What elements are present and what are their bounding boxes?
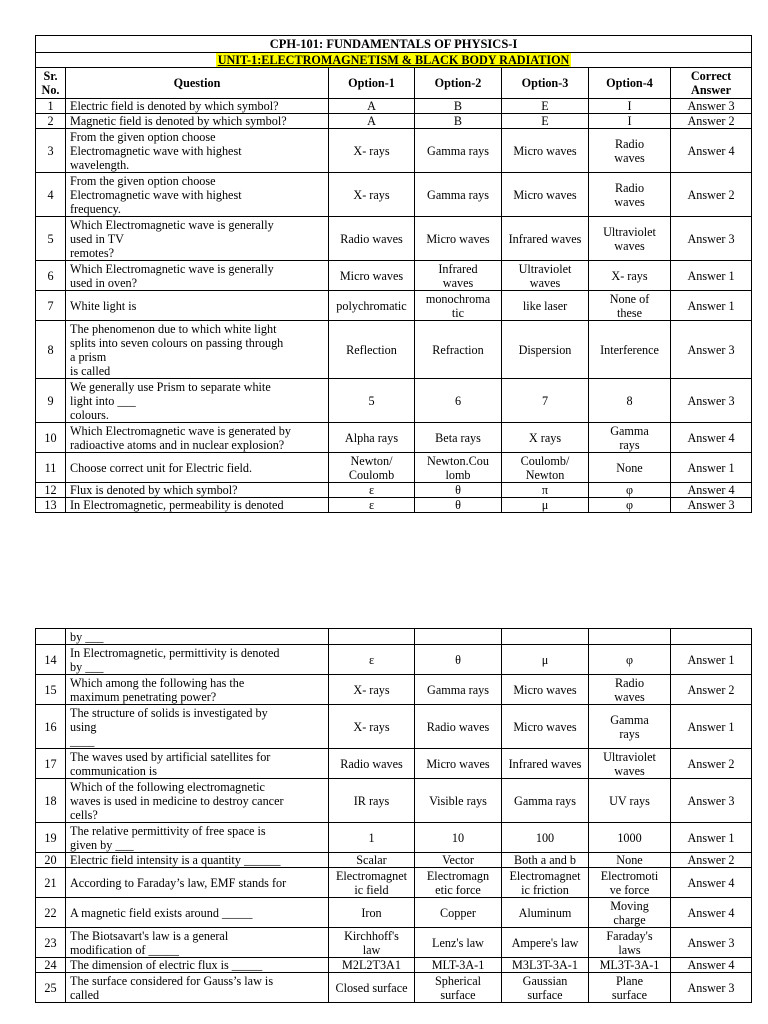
question-cell: From the given option choose Electromagnetic wave with highest wavelength. xyxy=(66,129,329,173)
option-1-cell: Alpha rays xyxy=(329,423,415,453)
unit-title: UNIT-1:ELECTROMAGNETISM & BLACK BODY RADIATION xyxy=(217,53,570,67)
option-2-cell: 6 xyxy=(415,379,502,423)
question-cell: Flux is denoted by which symbol? xyxy=(66,483,329,498)
option-4-cell: Gamma rays xyxy=(589,705,671,749)
option-2-cell: Gamma rays xyxy=(415,675,502,705)
table-row xyxy=(36,114,752,129)
answer-cell: Answer 1 xyxy=(671,453,752,483)
option-2-cell: B xyxy=(415,114,502,129)
sr-no-cell: 12 xyxy=(36,483,66,498)
option-1-cell: polychromatic xyxy=(329,291,415,321)
table-row xyxy=(36,779,752,823)
table-row xyxy=(36,423,752,453)
sr-no-cell: 18 xyxy=(36,779,66,823)
answer-cell: Answer 4 xyxy=(671,129,752,173)
option-4-cell: None xyxy=(589,853,671,868)
option-2-cell: Newton.Cou lomb xyxy=(415,453,502,483)
question-cell: The Biotsavart's law is a general modification of _____ xyxy=(66,928,329,958)
option-4-cell: Faraday's laws xyxy=(589,928,671,958)
sr-no-cell: 4 xyxy=(36,173,66,217)
option-3-cell: E xyxy=(502,99,589,114)
option-1-cell: X- rays xyxy=(329,129,415,173)
option-1-cell: A xyxy=(329,99,415,114)
option-4-cell: φ xyxy=(589,645,671,675)
option-1-cell: Electromagnet ic field xyxy=(329,868,415,898)
option-3-cell: Gaussian surface xyxy=(502,973,589,1003)
option-2-cell: Gamma rays xyxy=(415,129,502,173)
option-1-cell: A xyxy=(329,114,415,129)
option-1-cell: 5 xyxy=(329,379,415,423)
table-row xyxy=(36,321,752,379)
question-cell: The structure of solids is investigated by using ____ xyxy=(66,705,329,749)
option-2-cell: Infrared waves xyxy=(415,261,502,291)
option-3-cell: 100 xyxy=(502,823,589,853)
option-1-cell: Radio waves xyxy=(329,217,415,261)
answer-cell: Answer 2 xyxy=(671,749,752,779)
sr-no-cell: 11 xyxy=(36,453,66,483)
sr-no-cell: 13 xyxy=(36,498,66,513)
option-2-cell: θ xyxy=(415,645,502,675)
table-row xyxy=(36,379,752,423)
option-4-cell: Ultraviolet waves xyxy=(589,217,671,261)
sr-no-cell: 24 xyxy=(36,958,66,973)
table-row xyxy=(36,973,752,1003)
question-cell: The surface considered for Gauss’s law is called xyxy=(66,973,329,1003)
option-3-cell: Aluminum xyxy=(502,898,589,928)
table-body-2 xyxy=(36,645,752,1003)
option-2-cell: θ xyxy=(415,498,502,513)
option-4-cell: 8 xyxy=(589,379,671,423)
option-4-cell: I xyxy=(589,99,671,114)
answer-cell: Answer 1 xyxy=(671,645,752,675)
sr-no-cell: 10 xyxy=(36,423,66,453)
table-row xyxy=(36,853,752,868)
sr-no-cell: 14 xyxy=(36,645,66,675)
answer-cell: Answer 1 xyxy=(671,823,752,853)
option-3-cell: Both a and b xyxy=(502,853,589,868)
answer-cell: Answer 3 xyxy=(671,928,752,958)
table-body-1 xyxy=(36,99,752,513)
question-cell: Electric field intensity is a quantity ______ xyxy=(66,853,329,868)
option-1-cell: M2L2T3A1 xyxy=(329,958,415,973)
table-row xyxy=(36,823,752,853)
option-2-cell: Beta rays xyxy=(415,423,502,453)
option-1-cell: 1 xyxy=(329,823,415,853)
question-cell: The relative permittivity of free space is given by ___ xyxy=(66,823,329,853)
option-3-cell: μ xyxy=(502,645,589,675)
sr-no-cell: 15 xyxy=(36,675,66,705)
option-4-cell: X- rays xyxy=(589,261,671,291)
question-cell: In Electromagnetic, permittivity is denoted by ___ xyxy=(66,645,329,675)
table-row xyxy=(36,99,752,114)
question-cell: Magnetic field is denoted by which symbol? xyxy=(66,114,329,129)
option-1-cell: Radio waves xyxy=(329,749,415,779)
question-cell: Which of the following electromagnetic waves is used in medicine to destroy cancer cells? xyxy=(66,779,329,823)
option-3-cell: Micro waves xyxy=(502,675,589,705)
option-1-cell: Scalar xyxy=(329,853,415,868)
option-3-cell: 7 xyxy=(502,379,589,423)
option-3-cell: μ xyxy=(502,498,589,513)
table-row xyxy=(36,483,752,498)
option-4-cell: Radio waves xyxy=(589,173,671,217)
header-option-4: Option-4 xyxy=(589,68,671,99)
sr-no-cell: 7 xyxy=(36,291,66,321)
question-cell: The dimension of electric flux is _____ xyxy=(66,958,329,973)
option-2-cell: Vector xyxy=(415,853,502,868)
question-cell: Which Electromagnetic wave is generally used in TV remotes? xyxy=(66,217,329,261)
answer-cell: Answer 3 xyxy=(671,498,752,513)
table-row xyxy=(36,261,752,291)
option-4-cell: None xyxy=(589,453,671,483)
answer-cell: Answer 3 xyxy=(671,779,752,823)
answer-cell: Answer 2 xyxy=(671,173,752,217)
option-1-cell: ε xyxy=(329,483,415,498)
question-cell: Which Electromagnetic wave is generated by radioactive atoms and in nuclear explosion? xyxy=(66,423,329,453)
answer-cell: Answer 2 xyxy=(671,675,752,705)
option-1-cell: Iron xyxy=(329,898,415,928)
option-4-cell: φ xyxy=(589,498,671,513)
option-2-cell: 10 xyxy=(415,823,502,853)
sr-no-cell: 25 xyxy=(36,973,66,1003)
header-question: Question xyxy=(66,68,329,99)
continuation-text: by ___ xyxy=(66,629,329,645)
question-table-page-2 xyxy=(35,628,752,1003)
table-row xyxy=(36,868,752,898)
option-3-cell: Electromagnet ic friction xyxy=(502,868,589,898)
option-2-cell: θ xyxy=(415,483,502,498)
option-4-cell: Moving charge xyxy=(589,898,671,928)
option-1-cell: Newton/ Coulomb xyxy=(329,453,415,483)
answer-cell: Answer 2 xyxy=(671,114,752,129)
header-option-2: Option-2 xyxy=(415,68,502,99)
answer-cell: Answer 4 xyxy=(671,958,752,973)
answer-cell: Answer 3 xyxy=(671,379,752,423)
answer-cell: Answer 3 xyxy=(671,321,752,379)
option-2-cell: Spherical surface xyxy=(415,973,502,1003)
option-2-cell: Copper xyxy=(415,898,502,928)
table-row xyxy=(36,675,752,705)
option-2-cell: monochroma tic xyxy=(415,291,502,321)
table-row xyxy=(36,453,752,483)
sr-no-cell: 16 xyxy=(36,705,66,749)
question-cell: From the given option choose Electromagnetic wave with highest frequency. xyxy=(66,173,329,217)
question-cell: Which Electromagnetic wave is generally used in oven? xyxy=(66,261,329,291)
header-row xyxy=(36,68,752,99)
table-row xyxy=(36,498,752,513)
sr-no-cell: 23 xyxy=(36,928,66,958)
option-1-cell: ε xyxy=(329,498,415,513)
answer-cell: Answer 2 xyxy=(671,853,752,868)
question-cell: Which among the following has the maximum penetrating power? xyxy=(66,675,329,705)
option-4-cell: None of these xyxy=(589,291,671,321)
option-2-cell: Micro waves xyxy=(415,217,502,261)
option-2-cell: Visible rays xyxy=(415,779,502,823)
option-2-cell: Radio waves xyxy=(415,705,502,749)
header-correct-answer: Correct Answer xyxy=(671,68,752,99)
option-1-cell: ε xyxy=(329,645,415,675)
option-3-cell: Gamma rays xyxy=(502,779,589,823)
sr-no-cell: 9 xyxy=(36,379,66,423)
answer-cell: Answer 1 xyxy=(671,291,752,321)
option-3-cell: M3L3T-3A-1 xyxy=(502,958,589,973)
answer-cell: Answer 1 xyxy=(671,705,752,749)
question-cell: We generally use Prism to separate white light into ___ colours. xyxy=(66,379,329,423)
option-4-cell: Gamma rays xyxy=(589,423,671,453)
table-row xyxy=(36,898,752,928)
option-3-cell: Dispersion xyxy=(502,321,589,379)
option-2-cell: Electromagn etic force xyxy=(415,868,502,898)
sr-no-cell: 8 xyxy=(36,321,66,379)
question-cell: The waves used by artificial satellites for communication is xyxy=(66,749,329,779)
option-1-cell: Reflection xyxy=(329,321,415,379)
sr-no-cell: 20 xyxy=(36,853,66,868)
option-4-cell: Plane surface xyxy=(589,973,671,1003)
question-cell: Electric field is denoted by which symbol? xyxy=(66,99,329,114)
option-1-cell: X- rays xyxy=(329,173,415,217)
option-2-cell: Gamma rays xyxy=(415,173,502,217)
option-4-cell: UV rays xyxy=(589,779,671,823)
table-row xyxy=(36,645,752,675)
sr-no-cell: 21 xyxy=(36,868,66,898)
table-row xyxy=(36,749,752,779)
question-cell: A magnetic field exists around _____ xyxy=(66,898,329,928)
question-cell: White light is xyxy=(66,291,329,321)
table-row xyxy=(36,928,752,958)
option-3-cell: Infrared waves xyxy=(502,217,589,261)
question-cell: In Electromagnetic, permeability is denoted xyxy=(66,498,329,513)
option-3-cell: Micro waves xyxy=(502,129,589,173)
option-3-cell: Ampere's law xyxy=(502,928,589,958)
answer-cell: Answer 4 xyxy=(671,898,752,928)
option-4-cell: Ultraviolet waves xyxy=(589,749,671,779)
sr-no-cell: 5 xyxy=(36,217,66,261)
sr-no-cell: 3 xyxy=(36,129,66,173)
option-3-cell: E xyxy=(502,114,589,129)
option-4-cell: 1000 xyxy=(589,823,671,853)
option-3-cell: π xyxy=(502,483,589,498)
option-1-cell: IR rays xyxy=(329,779,415,823)
option-1-cell: Micro waves xyxy=(329,261,415,291)
question-table-page-1 xyxy=(35,35,752,513)
option-4-cell: Interference xyxy=(589,321,671,379)
option-3-cell: Micro waves xyxy=(502,173,589,217)
header-option-3: Option-3 xyxy=(502,68,589,99)
header-option-1: Option-1 xyxy=(329,68,415,99)
option-2-cell: Refraction xyxy=(415,321,502,379)
option-2-cell: MLT-3A-1 xyxy=(415,958,502,973)
table-row xyxy=(36,958,752,973)
table-row xyxy=(36,291,752,321)
sr-no-cell: 6 xyxy=(36,261,66,291)
answer-cell: Answer 4 xyxy=(671,423,752,453)
option-3-cell: Coulomb/ Newton xyxy=(502,453,589,483)
course-title: CPH-101: FUNDAMENTALS OF PHYSICS-I xyxy=(36,36,752,53)
answer-cell: Answer 4 xyxy=(671,868,752,898)
option-4-cell: I xyxy=(589,114,671,129)
sr-no-cell: 22 xyxy=(36,898,66,928)
sr-no-cell: 2 xyxy=(36,114,66,129)
option-2-cell: B xyxy=(415,99,502,114)
option-4-cell: φ xyxy=(589,483,671,498)
option-2-cell: Lenz's law xyxy=(415,928,502,958)
option-1-cell: X- rays xyxy=(329,705,415,749)
option-4-cell: ML3T-3A-1 xyxy=(589,958,671,973)
continuation-row xyxy=(36,629,752,645)
answer-cell: Answer 4 xyxy=(671,483,752,498)
sr-no-cell: 19 xyxy=(36,823,66,853)
option-1-cell: X- rays xyxy=(329,675,415,705)
option-3-cell: Micro waves xyxy=(502,705,589,749)
question-cell: Choose correct unit for Electric field. xyxy=(66,453,329,483)
option-3-cell: Infrared waves xyxy=(502,749,589,779)
sr-no-cell: 17 xyxy=(36,749,66,779)
table-row xyxy=(36,217,752,261)
answer-cell: Answer 3 xyxy=(671,217,752,261)
table-row xyxy=(36,705,752,749)
option-4-cell: Electromoti ve force xyxy=(589,868,671,898)
option-3-cell: like laser xyxy=(502,291,589,321)
answer-cell: Answer 1 xyxy=(671,261,752,291)
question-cell: The phenomenon due to which white light splits into seven colours on passing through a prism is called xyxy=(66,321,329,379)
option-3-cell: Ultraviolet waves xyxy=(502,261,589,291)
answer-cell: Answer 3 xyxy=(671,99,752,114)
sr-no-cell: 1 xyxy=(36,99,66,114)
option-1-cell: Closed surface xyxy=(329,973,415,1003)
answer-cell: Answer 3 xyxy=(671,973,752,1003)
option-4-cell: Radio waves xyxy=(589,675,671,705)
table-row xyxy=(36,173,752,217)
option-1-cell: Kirchhoff's law xyxy=(329,928,415,958)
table-row xyxy=(36,129,752,173)
option-3-cell: X rays xyxy=(502,423,589,453)
option-4-cell: Radio waves xyxy=(589,129,671,173)
option-2-cell: Micro waves xyxy=(415,749,502,779)
header-sr-no: Sr. No. xyxy=(36,68,66,99)
question-cell: According to Faraday’s law, EMF stands for xyxy=(66,868,329,898)
